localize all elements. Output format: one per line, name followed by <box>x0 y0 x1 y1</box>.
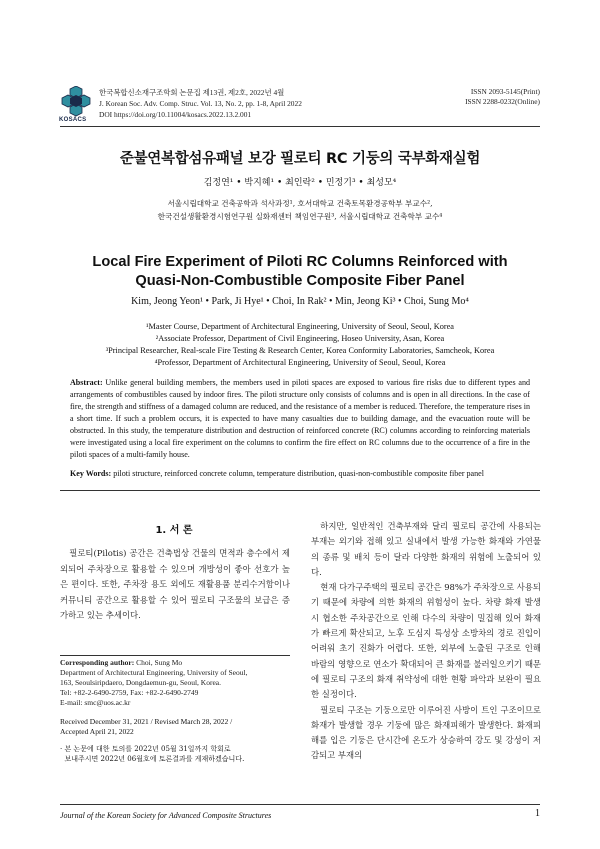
abstract-text: Unlike general building members, the members used in piloti spaces are exposed to various fire risks due to different types and arrangements of combustibles caused by indoor fires. The piloti structure only consists of columns and is open in all directions. In the case of fire, the strength and stiffness of a damaged column are reduced, and the resistance of a member is reduced. Therefore, the temperature rises in a short time. If such a problem occurs, it is expected to have many casualties due to building damage, and the evacuation route will be obstructed. In this study, the temperature distribution and destruction of reinforced concrete (RC) columns according to reinforcing materials were investigated using a local fire experiment on the columns to confirm the fire effect on RC columns due to the occurrence of a fire in the piloti spaces of a multi-family house. <box>70 378 530 459</box>
right-column <box>311 519 541 764</box>
corresponding-label: Corresponding author: <box>60 658 135 667</box>
issn-print: ISSN 2093-5145(Print) <box>470 87 540 96</box>
note-line: 보내주시면 2022년 06월호에 토론결과를 게재하겠습니다. <box>60 755 245 763</box>
discussion-note <box>60 744 290 764</box>
corresponding-line: Department of Architectural Engineering, University of Seoul, <box>60 668 248 677</box>
korean-affiliation-line: 서울시립대학교 건축공학과 석사과정¹, 호서대학교 건축토목환경공학부 부교수², <box>167 199 433 208</box>
logo-text: KOSACS <box>59 117 87 123</box>
korean-title: 준불연복합섬유패널 보강 필로티 RC 기둥의 국부화재실험 <box>119 151 481 167</box>
corresponding-line: 163, Seoulsiripdaero, Dongdaemun-gu, Seoul, Korea. <box>60 678 222 687</box>
abstract-rule <box>60 490 540 491</box>
corresponding-author <box>60 658 290 708</box>
journal-header-right <box>465 87 540 107</box>
received-line: Accepted April 21, 2022 <box>60 727 134 736</box>
journal-header-line-en: J. Korean Soc. Adv. Comp. Struc. Vol. 13, No. 2, pp. 1-8, April 2022 <box>99 99 302 108</box>
keywords-text: piloti structure, reinforced concrete column, temperature distribution, quasi-non-combustible composite fiber panel <box>113 469 484 478</box>
keywords <box>70 468 530 480</box>
english-title <box>60 253 540 291</box>
body-paragraph: 하지만, 일반적인 건축부재와 달리 필로티 공간에 사용되는 부재는 외기와 접해 있고 실내에서 발생 가능한 화재와 가연물의 종류 및 배치 등이 달라 다양한 화재의 위험에 노출되어 있다. <box>311 521 541 577</box>
english-affiliation-line: ¹Master Course, Department of Architectural Engineering, University of Seoul, Seoul, Korea <box>145 322 454 331</box>
body-paragraph: 현재 다가구주택의 필로티 공간은 98%가 주차장으로 사용되기 때문에 차량에 의한 화재의 위험성이 높다. 차량 화재 발생 시 협소한 주차공간으로 인해 다수의 차량이 밀집해 있어 화재가 빠르게 확산되고, 노후 도심지 특성상 소방차의 경로 진입이 어려워 초기 진화가 어렵다. 또한, 외부에 노출된 구조로 인해 바람의 영향으로 연소가 확대되어 큰 화재를 불러일으키기 때문에 필로티 구조의 화재 취약성에 대한 현황 파악과 보완이 필요한 실정이다. <box>311 582 541 700</box>
doi-link[interactable]: DOI https://doi.org/10.11004/kosacs.2022.13.2.001 <box>99 110 252 119</box>
section-heading: 1. 서 론 <box>155 525 193 536</box>
abstract <box>70 377 530 461</box>
english-title-line: Quasi-Non-Combustible Composite Fiber Panel <box>135 273 465 289</box>
english-affiliation-line: ³Principal Researcher, Real-scale Fire Testing & Research Center, Korea Conformity Laboratories, Samcheok, Korea <box>105 346 495 355</box>
corresponding-email[interactable]: E-mail: smc@uos.ac.kr <box>60 698 131 707</box>
received-line: Received December 31, 2021 / Revised March 28, 2022 / <box>60 717 233 726</box>
abstract-label: Abstract: <box>70 378 103 387</box>
intro-paragraph: 필로티(Pilotis) 공간은 건축법상 건물의 면적과 층수에서 제외되어 주차장으로 활용할 수 있으며 개방성이 좋아 선호가 높은 편이다. 또한, 주차장 용도 외에도 재활용품 분리수거함이나 커뮤니티 공간으로 활용할 수 있어 필로티 구조물의 보급은 증가하고 있는 추세이다. <box>60 548 290 620</box>
korean-affiliation-line: 한국건설생활환경시험연구원 실화재센터 책임연구원³, 서울시립대학교 건축학부 교수⁴ <box>157 212 443 221</box>
english-affiliations <box>60 321 540 369</box>
received-dates <box>60 717 290 737</box>
page-number: 1 <box>535 808 540 819</box>
footer-journal: Journal of the Korean Society for Advanced Composite Structures <box>60 811 272 820</box>
english-affiliation-line: ²Associate Professor, Department of Civil Engineering, Hoseo University, Asan, Korea <box>155 334 445 343</box>
corresponding-name: Choi, Sung Mo <box>134 658 183 667</box>
journal-header-line-ko: 한국복합신소재구조학회 논문집 제13권, 제2호, 2022년 4월 <box>99 88 285 97</box>
footer-rule <box>60 804 540 805</box>
journal-header-left <box>99 87 302 120</box>
kosacs-logo <box>60 86 92 120</box>
corresponding-line: Tel: +82-2-6490-2759, Fax: +82-2-6490-2749 <box>60 688 199 697</box>
note-line: · 본 논문에 대한 토의를 2022년 05월 31일까지 학회로 <box>60 745 231 753</box>
korean-authors: 김정연¹ • 박지혜¹ • 최인락² • 민정기³ • 최성모⁴ <box>203 178 397 188</box>
keywords-label: Key Words: <box>70 469 112 478</box>
korean-affiliations <box>60 197 540 223</box>
left-column <box>60 546 290 624</box>
issn-online: ISSN 2288-0232(Online) <box>465 97 540 106</box>
body-paragraph: 필로티 구조는 기둥으로만 이루어진 사방이 트인 구조이므로 화재가 발생할 경우 기둥에 많은 화재피해가 발생한다. 화재피해를 입은 기둥은 단시간에 온도가 상승하여 강도 및 강성이 저감되고 부재의 <box>311 704 541 761</box>
english-authors: Kim, Jeong Yeon¹ • Park, Ji Hye¹ • Choi, In Rak² • Min, Jeong Ki³ • Choi, Sung Mo⁴ <box>131 296 469 307</box>
header-rule <box>60 126 540 127</box>
english-affiliation-line: ⁴Professor, Department of Architectural Engineering, University of Seoul, Seoul, Korea <box>154 358 446 367</box>
english-title-line: Local Fire Experiment of Piloti RC Columns Reinforced with <box>92 254 508 270</box>
footnote-rule <box>60 655 290 656</box>
